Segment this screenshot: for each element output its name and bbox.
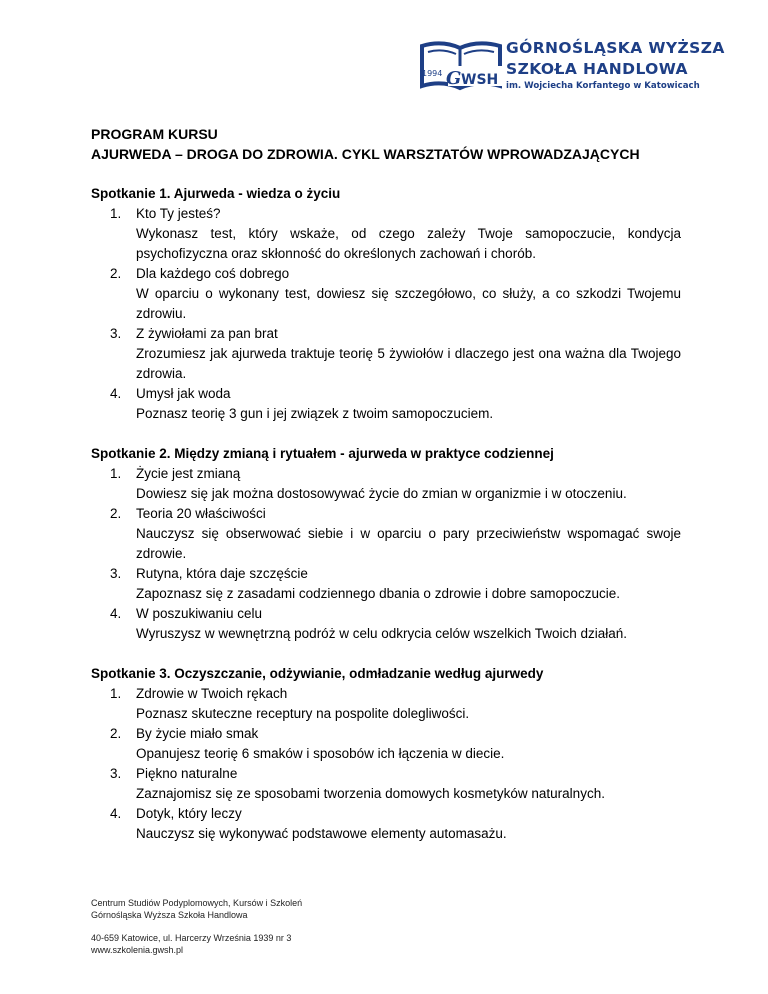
topic-description: Nauczysz się obserwować siebie i w oparciu o pary przeciwieństw wspomagać swoje zdrowie. xyxy=(136,526,681,561)
gwsh-book-logo-icon xyxy=(418,38,504,102)
topic-item xyxy=(91,564,681,604)
session-1 xyxy=(91,184,681,424)
session-3 xyxy=(91,664,681,844)
topic-title: By życie miało smak xyxy=(136,726,259,741)
svg-text:WSH: WSH xyxy=(461,72,499,88)
footer-website-link[interactable]: www.szkolenia.gwsh.pl xyxy=(91,945,184,955)
session-2 xyxy=(91,444,681,644)
footer-address: 40-659 Katowice, ul. Harcerzy Września 1939 nr 3 xyxy=(91,933,292,943)
course-program xyxy=(91,124,681,844)
topic-item xyxy=(91,204,681,264)
topic-item xyxy=(91,324,681,384)
session-topic-list xyxy=(91,204,681,424)
logo-wordmark xyxy=(506,38,725,92)
topic-item xyxy=(91,684,681,724)
topic-title: Dotyk, który leczy xyxy=(136,806,242,821)
topic-item xyxy=(91,504,681,564)
logo-name-line-2: SZKOŁA HANDLOWA xyxy=(506,60,688,78)
topic-title: Kto Ty jesteś? xyxy=(136,206,221,221)
page-footer xyxy=(91,897,302,956)
logo-year: 1994 xyxy=(422,69,443,78)
topic-item xyxy=(91,604,681,644)
topic-description: Dowiesz się jak można dostosowywać życie do zmian w organizmie i w otoczeniu. xyxy=(136,486,627,501)
topic-number: 3. xyxy=(110,566,122,581)
topic-description: W oparciu o wykonany test, dowiesz się szczegółowo, co służy, a co szkodzi Twojemu zdrowiu. xyxy=(136,286,681,321)
topic-title: Z żywiołami za pan brat xyxy=(136,326,278,341)
topic-item xyxy=(91,464,681,504)
topic-title: Piękno naturalne xyxy=(136,766,238,781)
topic-title: Zdrowie w Twoich rękach xyxy=(136,686,288,701)
heading-line-1: PROGRAM KURSU xyxy=(91,126,218,142)
topic-description: Opanujesz teorię 6 smaków i sposobów ich łączenia w diecie. xyxy=(136,746,505,761)
footer-center-name: Centrum Studiów Podyplomowych, Kursów i Szkoleń xyxy=(91,898,303,908)
topic-item xyxy=(91,384,681,424)
topic-number: 2. xyxy=(110,266,122,281)
topic-number: 3. xyxy=(110,326,122,341)
topic-title: Umysł jak woda xyxy=(136,386,231,401)
topic-title: Teoria 20 właściwości xyxy=(136,506,266,521)
heading-line-2: AJURWEDA – DROGA DO ZDROWIA. CYKL WARSZTATÓW WPROWADZAJĄCYCH xyxy=(91,146,640,162)
topic-item xyxy=(91,764,681,804)
footer-school-name: Górnośląska Wyższa Szkoła Handlowa xyxy=(91,910,248,920)
topic-number: 2. xyxy=(110,726,122,741)
topic-number: 4. xyxy=(110,606,122,621)
topic-number: 4. xyxy=(110,806,122,821)
topic-item xyxy=(91,804,681,844)
topic-number: 4. xyxy=(110,386,122,401)
topic-description: Nauczysz się wykonywać podstawowe elementy automasażu. xyxy=(136,826,507,841)
topic-number: 1. xyxy=(110,206,122,221)
topic-item xyxy=(91,264,681,324)
topic-number: 3. xyxy=(110,766,122,781)
topic-title: Życie jest zmianą xyxy=(136,466,241,481)
session-topic-list xyxy=(91,684,681,844)
topic-description: Zaznajomisz się ze sposobami tworzenia domowych kosmetyków naturalnych. xyxy=(136,786,605,801)
svg-text:G: G xyxy=(446,68,462,89)
topic-title: W poszukiwaniu celu xyxy=(136,606,263,621)
topic-description: Poznasz skuteczne receptury na pospolite dolegliwości. xyxy=(136,706,470,721)
session-title: Spotkanie 3. Oczyszczanie, odżywianie, odmładzanie według ajurwedy xyxy=(91,666,544,681)
topic-description: Zrozumiesz jak ajurweda traktuje teorię 5 żywiołów i dlaczego jest ona ważna dla Twojego zdrowia. xyxy=(136,346,681,381)
topic-title: Rutyna, która daje szczęście xyxy=(136,566,308,581)
session-title: Spotkanie 1. Ajurweda - wiedza o życiu xyxy=(91,186,341,201)
logo-name-line-1: GÓRNOŚLĄSKA WYŻSZA xyxy=(506,39,725,57)
topic-item xyxy=(91,724,681,764)
topic-number: 1. xyxy=(110,686,122,701)
school-logo xyxy=(418,38,725,104)
topic-number: 2. xyxy=(110,506,122,521)
topic-description: Wykonasz test, który wskaże, od czego zależy Twoje samopoczucie, kondycja psychofizyczna oraz skłonność do określonych zachowań i chorób. xyxy=(136,226,681,261)
logo-patron-line: im. Wojciecha Korfantego w Katowicach xyxy=(506,81,700,91)
topic-description: Wyruszysz w wewnętrzną podróż w celu odkrycia celów wszelkich Twoich działań. xyxy=(136,626,628,641)
topic-title: Dla każdego coś dobrego xyxy=(136,266,290,281)
session-topic-list xyxy=(91,464,681,644)
session-title: Spotkanie 2. Między zmianą i rytuałem - ajurweda w praktyce codziennej xyxy=(91,446,554,461)
topic-description: Poznasz teorię 3 gun i jej związek z twoim samopoczuciem. xyxy=(136,406,494,421)
topic-description: Zapoznasz się z zasadami codziennego dbania o zdrowie i dobre samopoczucie. xyxy=(136,586,621,601)
topic-number: 1. xyxy=(110,466,122,481)
